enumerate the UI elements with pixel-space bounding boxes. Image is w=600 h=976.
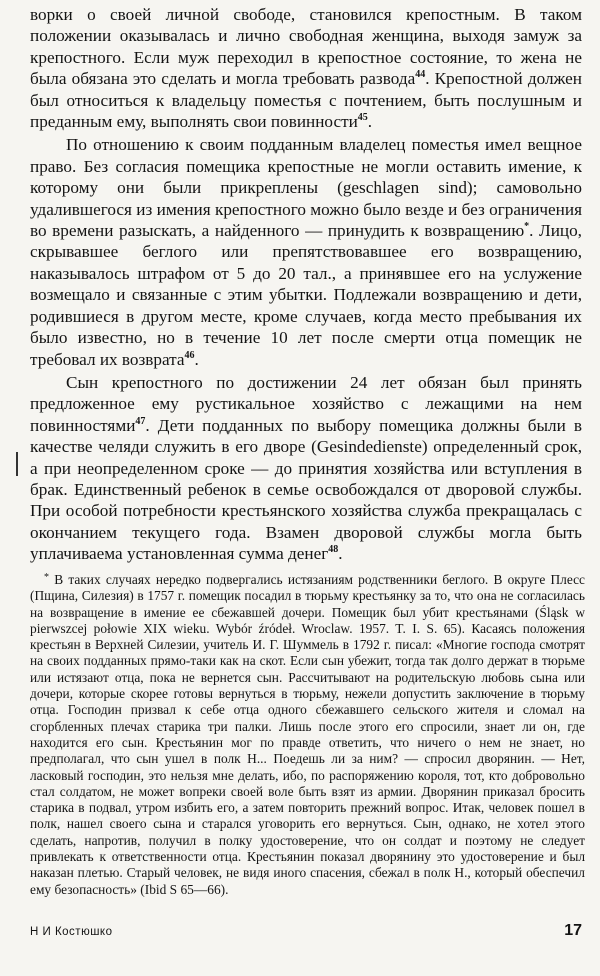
footnote [30, 572, 585, 898]
footnote-text: В таких случаях нередко подвергались истязаниям родственники беглого. В округе Плесс (Пщина, Силезия) в 1757 г. помещик посадил в тюрьму крестьянку за то, что она не согласилась на возвращение в имение ее сбежавшей дочери. Помещик был убит крестьянами (Śląsk w pierwszcej połowie XIX wieku. Wybór źródeł. Wroclaw. 1957. T. I. S. 65). Касаясь положения крестьян в Верхней Силезии, учитель И. Г. Шуммель в 1792 г. писал: «Многие господа смотрят на своих подданных прямо-таки как на скот. Если сын убежит, тогда так долго держат в тюрьме или истязают отца, пока не вернется сын. Рассчитывают на родительскую любовь сына или дочери, которые скорее готовы вернуться в тюрьму, нежели допустить заключение в тюрьму отца. Господин призвал к себе отца одного сбежавшего сельского жителя и сломал на сгорбленных плечах старика три палки. Лишь после этого его спросили, знает ли он, где находится его сын. Крестьянин мог по правде ответить, что ничего о нем не знает, но предполагал, что сын ушел в полк Н... Поедешь ли за ним? — спросил дворянин. — Нет, ласковый господин, это нельзя мне делать, ибо, по распоряжению короля, тот, кто добровольно стал солдатом, не может вопреки своей воле быть взят из армии. Дворянин приказал бросить старика в подвал, утром избить его, а затем повторить прежний вопрос. Итак, человек пошел в полк, нашел своего сына и старался уговорить его вернуться. Сын, однако, не хотел этого сделать, напротив, получил в полку удостоверение, что он солдат и поэтому не следует привлекать к ответственности отца. Крестьянин показал дворянину это удостоверение и был наказан плетью. Старый человек, не видя иного спасения, сбежал в полк Н., который обеспечил ему безопасность» (Ibid S 65—66). [30, 572, 585, 897]
page-footer [30, 922, 582, 942]
main-text [30, 4, 582, 567]
note-reference: 48 [328, 544, 339, 556]
paragraph-text: . Лицо, скрывавшее беглого или препятствовавшее его возвращению, наказывалось штрафом от 5 до 20 тал., а принявшее его на услужение возмещало и связанные с этим убытки. Подлежали возвращению и дети, родившиеся в другом месте, кроме случаев, когда место пребывания их было известно, но в течение 10 лет после смерти отца помещик не требовал их возврата [30, 221, 582, 369]
running-footer-author: Н И Костюшко [30, 926, 113, 938]
paragraph-2 [30, 134, 582, 369]
margin-mark [16, 452, 21, 476]
note-reference: 44 [415, 69, 426, 81]
paragraph-text: . [338, 544, 343, 564]
page-number: 17 [564, 922, 582, 939]
paragraph-text: Сын крепостного по достижении 24 лет обязан был принять предложенное ему рустикальное хозяйство с лежащими на нем повинностями [30, 372, 582, 435]
footnote-marker: * [44, 572, 49, 583]
paragraph-1 [30, 4, 582, 132]
paragraph-text: ворки о своей личной свободе, становился крепостным. В таком положении оказывалась и лично свободная женщина, выходя замуж за крепостного. Если муж переходил в крепостное состояние, то жена не была обязана это сделать и могла требовать развода [30, 5, 582, 89]
paragraph-3 [30, 372, 582, 565]
paragraph-text: . Дети подданных по выбору помещика должны были в качестве челяди служить в его дворе (Gesindedienste) определенный срок, а при неопределенном сроке — до принятия хозяйства или вступления в брак. Единственный ребенок в семье освобождался от дворовой службы. При особой потребности крестьянского хозяйства служба прекращалась с окончанием текущего года. Взамен дворовой службы могла быть уплачиваема установленная сумма денег [30, 415, 582, 564]
footnote-reference: * [524, 221, 530, 233]
note-reference: 47 [135, 415, 146, 427]
paragraph-text: По отношению к своим подданным владелец поместья имел вещное право. Без согласия помещика крепостные не могли оставить имение, к которому они были прикреплены (geschlagen sind); самовольно удалившегося из имения крепостного можно было везде и без ограничения во времени разыскать, а найденного — принудить к возвращению [30, 135, 582, 241]
footnote-paragraph [30, 572, 585, 898]
paragraph-text: . [194, 349, 199, 369]
note-reference: 46 [184, 349, 195, 361]
note-reference: 45 [357, 112, 368, 124]
paragraph-text: . [367, 112, 373, 132]
paragraph-text: . Крепостной должен был относиться к владельцу поместья с почтением, быть послушным и преданным ему, выполнять свои повинности [30, 69, 582, 132]
